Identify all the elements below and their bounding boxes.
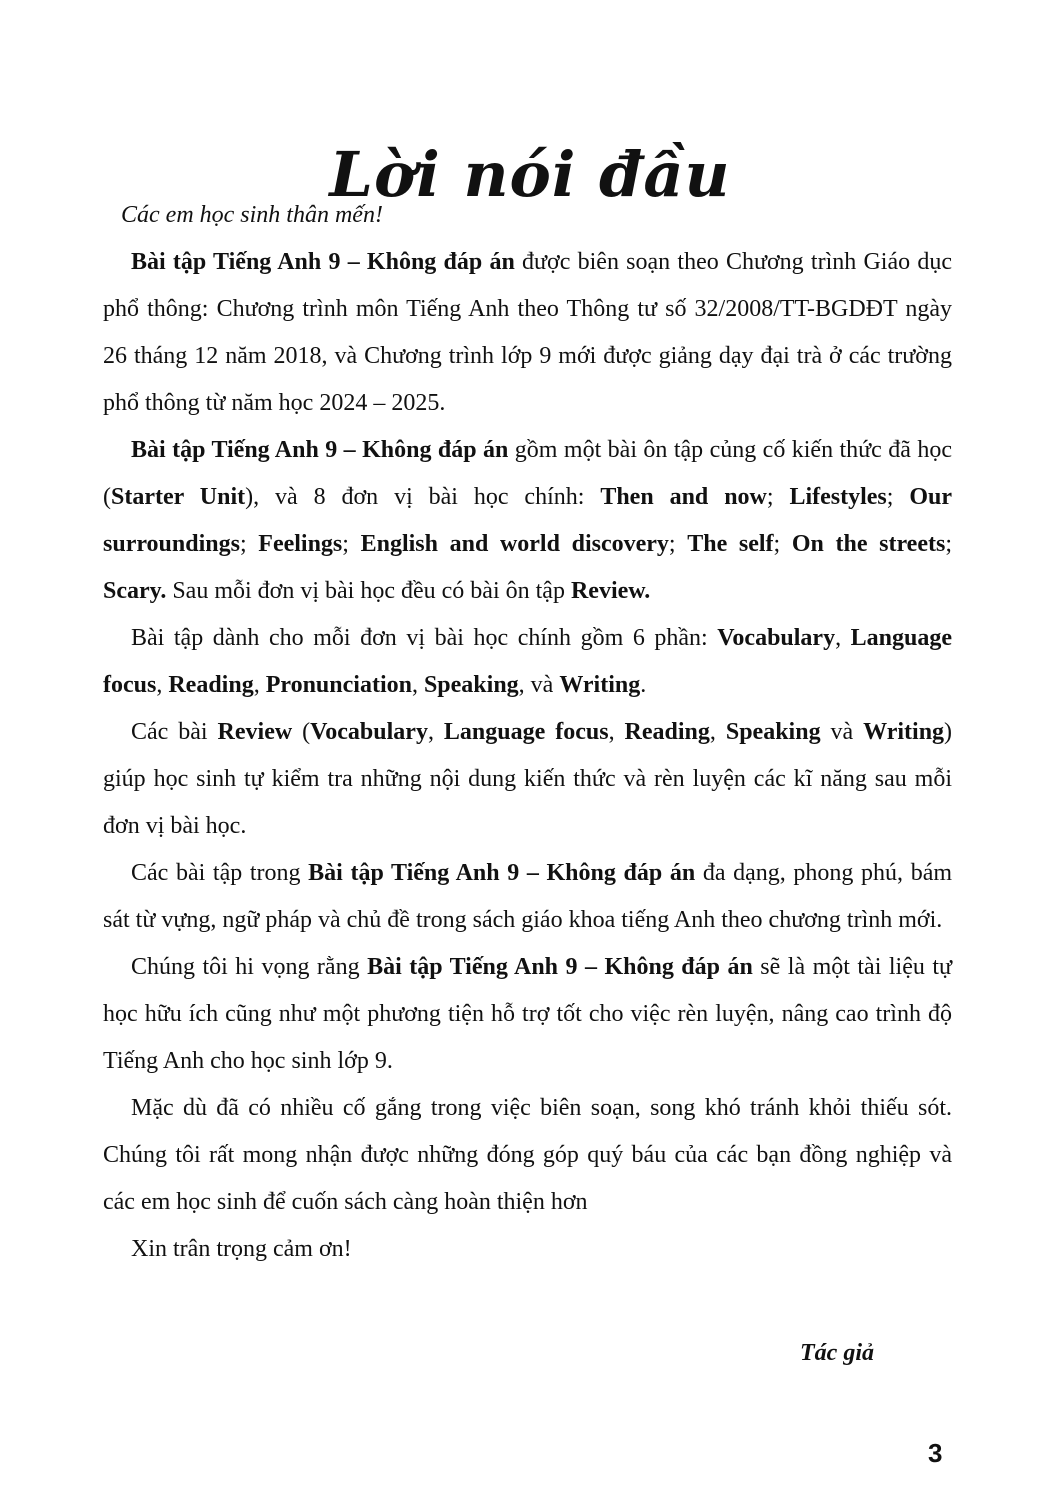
text: đa dạng, phong phú, bám sát từ vựng, ngữ pháp và chủ đề trong sách giáo khoa tiếng Anh theo chương trình mới. <box>103 860 953 933</box>
unit-name: Feelings <box>258 531 343 557</box>
text: sẽ là một tài liệu tự học hữu ích cũng như một phương tiện hỗ trợ tốt cho việc rèn luyện, nâng cao trình độ Tiếng Anh cho học sinh lớp 9. <box>103 954 953 1074</box>
section-name: Writing <box>559 672 641 698</box>
text: Các bài tập trong <box>131 860 309 886</box>
section-name: Vocabulary <box>717 625 836 651</box>
paragraph-5 <box>103 850 952 944</box>
paragraph-2: Bài tập Tiếng Anh 9 – Không đáp án gồm một bài ôn tập củng cố kiến thức đã học (Starter Unit), và 8 đơn vị bài học chính: Then and now; Lifestyles; Our surroundings; Feelings; English and world discovery; The self; On the streets; Scary. Sau mỗi đơn vị bài học đều có bài ôn tập Review. <box>103 437 953 604</box>
author-signature: Tác giả <box>800 1340 874 1366</box>
paragraph-1-text: được biên soạn theo Chương trình Giáo dục phổ thông: Chương trình môn Tiếng Anh theo Thông tư số 32/2008/TT-BGDĐT ngày 26 tháng 12 năm 2018, và Chương trình lớp 9 mới được giảng dạy đại trà ở các trường phổ thông từ năm học 2024 – 2025. <box>103 249 953 416</box>
book-title: Bài tập Tiếng Anh 9 – Không đáp án <box>308 860 696 886</box>
section-name: Vocabulary <box>310 719 428 745</box>
book-title: Bài tập Tiếng Anh 9 – Không đáp án <box>131 249 515 275</box>
unit-name: Scary. <box>103 578 167 604</box>
paragraph-3: Bài tập dành cho mỗi đơn vị bài học chính gồm 6 phần: Vocabulary, Language focus, Reading, Pronunciation, Speaking, và Writing. <box>103 625 953 698</box>
book-title: Bài tập Tiếng Anh 9 – Không đáp án <box>367 954 753 980</box>
unit-name: Lifestyles <box>789 484 887 510</box>
section-name: Pronunciation <box>265 672 412 698</box>
page-title: Lời nói đầu <box>329 137 731 211</box>
book-title: Bài tập Tiếng Anh 9 – Không đáp án <box>131 437 509 463</box>
preface-body <box>103 192 952 1273</box>
closing-line: Xin trân trọng cảm ơn! <box>131 1236 352 1262</box>
section-name: Reading <box>168 672 254 698</box>
page-number: 3 <box>928 1438 943 1468</box>
unit-name: The self <box>687 531 774 557</box>
unit-name: Our surroundings <box>103 484 953 557</box>
text: ( <box>292 719 311 745</box>
section-name: Reading <box>624 719 710 745</box>
section-name: Speaking <box>725 719 821 745</box>
paragraph-7: Mặc dù đã có nhiều cố gắng trong việc biên soạn, song khó tránh khỏi thiếu sót. Chúng tôi rất mong nhận được những đóng góp quý báu của các bạn đồng nghiệp và các em học sinh để cuốn sách càng hoàn thiện hơn <box>103 1095 952 1215</box>
text: và <box>820 719 864 745</box>
review-label: Review. <box>570 578 651 604</box>
text: ), và 8 đơn vị bài học chính: <box>245 484 601 510</box>
unit-name: Then and now <box>600 484 767 510</box>
unit-name: Starter Unit <box>111 484 246 510</box>
section-name: Writing <box>863 719 945 745</box>
text: Sau mỗi đơn vị bài học đều có bài ôn tập <box>166 578 571 604</box>
text: . <box>640 672 647 698</box>
text: Các bài <box>131 719 218 745</box>
greeting: Các em học sinh thân mến! <box>121 202 383 228</box>
paragraph-6 <box>103 944 952 1085</box>
paragraph-4: Các bài Review (Vocabulary, Language focus, Reading, Speaking và Writing) giúp học sinh tự kiểm tra những nội dung kiến thức và rèn luyện các kĩ năng sau mỗi đơn vị bài học. <box>103 719 953 839</box>
text: Chúng tôi hi vọng rằng <box>131 954 368 980</box>
unit-name: On the streets <box>791 531 946 557</box>
section-name: Speaking <box>423 672 519 698</box>
text: ) giúp học sinh tự kiểm tra những nội dung kiến thức và rèn luyện các kĩ năng sau mỗi đơn vị bài học. <box>103 719 953 839</box>
section-name: Language focus <box>103 625 953 698</box>
paragraph-1 <box>103 239 952 427</box>
text: gồm một bài ôn tập củng cố kiến thức đã học ( <box>103 437 952 510</box>
text: Bài tập dành cho mỗi đơn vị bài học chính gồm 6 phần: <box>131 625 718 651</box>
unit-name: English and world discovery <box>360 531 669 557</box>
section-name: Language focus <box>443 719 609 745</box>
review-label: Review <box>217 719 293 745</box>
text: , và <box>518 672 560 698</box>
